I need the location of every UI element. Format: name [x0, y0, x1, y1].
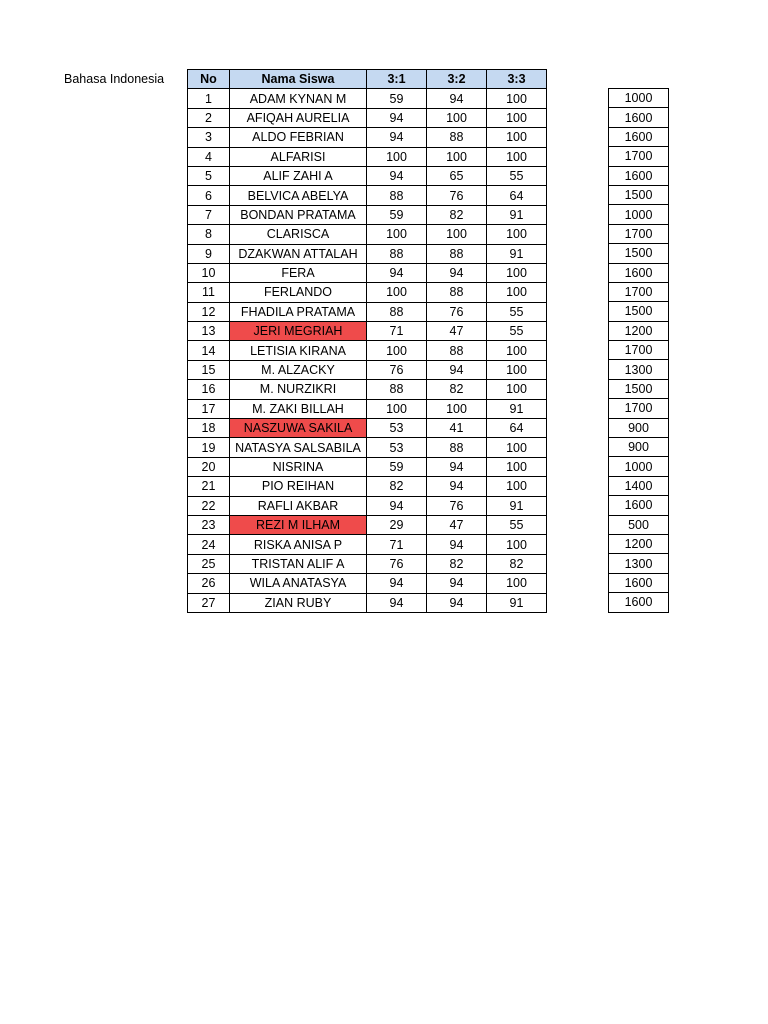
cell-score-1[interactable]: 100: [367, 283, 427, 302]
table-row: [188, 89, 547, 108]
cell-no[interactable]: 10: [188, 263, 230, 282]
cell-score-3[interactable]: 100: [487, 438, 547, 457]
total-row: [609, 321, 669, 340]
cell-score-2[interactable]: 94: [427, 574, 487, 593]
cell-score-2[interactable]: 82: [427, 205, 487, 224]
table-row: [188, 574, 547, 593]
cell-score-3[interactable]: 100: [487, 128, 547, 147]
cell-name[interactable]: WILA ANATASYA: [230, 574, 367, 593]
cell-score-3[interactable]: 100: [487, 574, 547, 593]
cell-score-1[interactable]: 71: [367, 535, 427, 554]
cell-total[interactable]: 1600: [609, 496, 669, 515]
cell-total[interactable]: 1600: [609, 573, 669, 592]
cell-score-3[interactable]: 100: [487, 108, 547, 127]
total-row: [609, 302, 669, 321]
cell-score-3[interactable]: 100: [487, 535, 547, 554]
cell-name[interactable]: TRISTAN ALIF A: [230, 554, 367, 573]
cell-no[interactable]: 21: [188, 477, 230, 496]
cell-score-1[interactable]: 88: [367, 244, 427, 263]
cell-name[interactable]: FHADILA PRATAMA: [230, 302, 367, 321]
total-row: [609, 224, 669, 243]
cell-score-1[interactable]: 94: [367, 128, 427, 147]
cell-score-2[interactable]: 94: [427, 89, 487, 108]
cell-score-2[interactable]: 88: [427, 438, 487, 457]
cell-no[interactable]: 11: [188, 283, 230, 302]
cell-score-1[interactable]: 29: [367, 515, 427, 534]
cell-score-1[interactable]: 94: [367, 593, 427, 612]
cell-total[interactable]: 1300: [609, 554, 669, 573]
cell-score-3[interactable]: 100: [487, 360, 547, 379]
cell-no[interactable]: 9: [188, 244, 230, 263]
cell-no[interactable]: 16: [188, 380, 230, 399]
cell-name[interactable]: M. NURZIKRI: [230, 380, 367, 399]
cell-name[interactable]: NATASYA SALSABILA: [230, 438, 367, 457]
cell-score-2[interactable]: 88: [427, 128, 487, 147]
table-row: [188, 322, 547, 341]
cell-score-3[interactable]: 55: [487, 322, 547, 341]
total-row: [609, 244, 669, 263]
total-row: [609, 341, 669, 360]
cell-name[interactable]: M. ALZACKY: [230, 360, 367, 379]
cell-score-1[interactable]: 82: [367, 477, 427, 496]
cell-name[interactable]: DZAKWAN ATTALAH: [230, 244, 367, 263]
cell-no[interactable]: 18: [188, 419, 230, 438]
cell-name[interactable]: RAFLI AKBAR: [230, 496, 367, 515]
total-table: [608, 88, 669, 613]
cell-score-1[interactable]: 53: [367, 438, 427, 457]
cell-score-2[interactable]: 100: [427, 399, 487, 418]
cell-name[interactable]: M. ZAKI BILLAH: [230, 399, 367, 418]
table-row: [188, 399, 547, 418]
cell-total[interactable]: 1400: [609, 476, 669, 495]
cell-score-1[interactable]: 100: [367, 341, 427, 360]
total-row: [609, 515, 669, 534]
cell-no[interactable]: 7: [188, 205, 230, 224]
header-score-1[interactable]: 3:1: [367, 70, 427, 89]
cell-score-2[interactable]: 94: [427, 263, 487, 282]
cell-score-2[interactable]: 88: [427, 341, 487, 360]
cell-score-3[interactable]: 64: [487, 419, 547, 438]
cell-score-1[interactable]: 94: [367, 108, 427, 127]
table-row: [188, 496, 547, 515]
cell-no[interactable]: 23: [188, 515, 230, 534]
cell-name[interactable]: NISRINA: [230, 457, 367, 476]
cell-no[interactable]: 1: [188, 89, 230, 108]
total-row: [609, 379, 669, 398]
subject-label: Bahasa Indonesia: [64, 72, 165, 86]
cell-total[interactable]: 500: [609, 515, 669, 534]
cell-total[interactable]: 900: [609, 418, 669, 437]
cell-no[interactable]: 19: [188, 438, 230, 457]
cell-no[interactable]: 14: [188, 341, 230, 360]
cell-score-2[interactable]: 94: [427, 457, 487, 476]
cell-name[interactable]: BELVICA ABELYA: [230, 186, 367, 205]
cell-score-3[interactable]: 100: [487, 263, 547, 282]
total-row: [609, 554, 669, 573]
cell-score-1[interactable]: 76: [367, 554, 427, 573]
cell-score-1[interactable]: 100: [367, 147, 427, 166]
cell-total[interactable]: 1000: [609, 205, 669, 224]
header-score-2[interactable]: 3:2: [427, 70, 487, 89]
cell-total[interactable]: 1700: [609, 399, 669, 418]
table-row: [188, 244, 547, 263]
cell-score-1[interactable]: 71: [367, 322, 427, 341]
cell-no[interactable]: 25: [188, 554, 230, 573]
total-row: [609, 418, 669, 437]
total-row: [609, 185, 669, 204]
cell-score-1[interactable]: 94: [367, 263, 427, 282]
cell-total[interactable]: 1000: [609, 457, 669, 476]
table-row: [188, 360, 547, 379]
cell-no[interactable]: 2: [188, 108, 230, 127]
header-no[interactable]: No: [188, 70, 230, 89]
total-row: [609, 438, 669, 457]
cell-name[interactable]: ALIF ZAHI A: [230, 166, 367, 185]
cell-score-2[interactable]: 82: [427, 380, 487, 399]
table-row: [188, 438, 547, 457]
cell-score-3[interactable]: 91: [487, 496, 547, 515]
cell-score-2[interactable]: 76: [427, 496, 487, 515]
cell-total[interactable]: 1700: [609, 341, 669, 360]
header-row: [188, 70, 547, 89]
table-row: [188, 225, 547, 244]
cell-name[interactable]: REZI M ILHAM: [230, 515, 367, 534]
total-row: [609, 534, 669, 553]
cell-total[interactable]: 1000: [609, 89, 669, 108]
cell-no[interactable]: 12: [188, 302, 230, 321]
cell-total[interactable]: 1200: [609, 534, 669, 553]
cell-name[interactable]: ZIAN RUBY: [230, 593, 367, 612]
cell-score-2[interactable]: 94: [427, 593, 487, 612]
table-row: [188, 128, 547, 147]
cell-name[interactable]: FERA: [230, 263, 367, 282]
cell-no[interactable]: 6: [188, 186, 230, 205]
cell-total[interactable]: 1500: [609, 379, 669, 398]
cell-no[interactable]: 17: [188, 399, 230, 418]
table-row: [188, 108, 547, 127]
cell-score-2[interactable]: 76: [427, 302, 487, 321]
cell-score-3[interactable]: 91: [487, 205, 547, 224]
cell-score-2[interactable]: 82: [427, 554, 487, 573]
cell-score-1[interactable]: 94: [367, 166, 427, 185]
cell-total[interactable]: 1600: [609, 263, 669, 282]
total-row: [609, 127, 669, 146]
cell-score-1[interactable]: 53: [367, 419, 427, 438]
cell-no[interactable]: 5: [188, 166, 230, 185]
total-row: [609, 476, 669, 495]
cell-score-3[interactable]: 100: [487, 147, 547, 166]
cell-score-2[interactable]: 65: [427, 166, 487, 185]
table-row: [188, 593, 547, 612]
cell-no[interactable]: 4: [188, 147, 230, 166]
cell-name[interactable]: AFIQAH AURELIA: [230, 108, 367, 127]
cell-total[interactable]: 900: [609, 438, 669, 457]
total-row: [609, 399, 669, 418]
cell-score-1[interactable]: 76: [367, 360, 427, 379]
cell-score-2[interactable]: 100: [427, 147, 487, 166]
cell-score-1[interactable]: 94: [367, 574, 427, 593]
total-row: [609, 205, 669, 224]
table-row: [188, 283, 547, 302]
cell-score-3[interactable]: 100: [487, 380, 547, 399]
table-row: [188, 457, 547, 476]
total-row: [609, 593, 669, 612]
cell-total[interactable]: 1700: [609, 147, 669, 166]
total-row: [609, 166, 669, 185]
cell-score-1[interactable]: 94: [367, 496, 427, 515]
table-row: [188, 554, 547, 573]
cell-score-1[interactable]: 59: [367, 205, 427, 224]
cell-no[interactable]: 24: [188, 535, 230, 554]
cell-name[interactable]: RISKA ANISA P: [230, 535, 367, 554]
table-row: [188, 263, 547, 282]
cell-no[interactable]: 3: [188, 128, 230, 147]
cell-total[interactable]: 1500: [609, 244, 669, 263]
cell-score-3[interactable]: 91: [487, 399, 547, 418]
table-row: [188, 147, 547, 166]
cell-no[interactable]: 26: [188, 574, 230, 593]
cell-total[interactable]: 1600: [609, 166, 669, 185]
cell-score-1[interactable]: 88: [367, 380, 427, 399]
cell-name[interactable]: ADAM KYNAN M: [230, 89, 367, 108]
cell-score-1[interactable]: 88: [367, 186, 427, 205]
table-row: [188, 515, 547, 534]
cell-no[interactable]: 15: [188, 360, 230, 379]
cell-score-3[interactable]: 91: [487, 593, 547, 612]
table-row: [188, 341, 547, 360]
cell-name[interactable]: ALDO FEBRIAN: [230, 128, 367, 147]
cell-score-2[interactable]: 100: [427, 225, 487, 244]
cell-no[interactable]: 20: [188, 457, 230, 476]
cell-score-2[interactable]: 94: [427, 477, 487, 496]
total-row: [609, 457, 669, 476]
cell-total[interactable]: 1500: [609, 302, 669, 321]
cell-no[interactable]: 22: [188, 496, 230, 515]
cell-score-3[interactable]: 55: [487, 515, 547, 534]
cell-score-2[interactable]: 88: [427, 244, 487, 263]
cell-score-3[interactable]: 100: [487, 457, 547, 476]
cell-score-2[interactable]: 47: [427, 322, 487, 341]
cell-name[interactable]: FERLANDO: [230, 283, 367, 302]
table-row: [188, 535, 547, 554]
cell-score-1[interactable]: 100: [367, 399, 427, 418]
cell-score-3[interactable]: 100: [487, 477, 547, 496]
table-row: [188, 477, 547, 496]
table-row: [188, 205, 547, 224]
total-row: [609, 496, 669, 515]
cell-score-3[interactable]: 100: [487, 225, 547, 244]
cell-score-2[interactable]: 41: [427, 419, 487, 438]
cell-score-3[interactable]: 64: [487, 186, 547, 205]
cell-score-1[interactable]: 59: [367, 89, 427, 108]
total-row: [609, 360, 669, 379]
cell-total[interactable]: 1700: [609, 224, 669, 243]
cell-total[interactable]: 1300: [609, 360, 669, 379]
table-row: [188, 186, 547, 205]
cell-total[interactable]: 1600: [609, 108, 669, 127]
total-row: [609, 573, 669, 592]
cell-name[interactable]: PIO REIHAN: [230, 477, 367, 496]
cell-score-1[interactable]: 88: [367, 302, 427, 321]
total-row: [609, 89, 669, 108]
total-row: [609, 147, 669, 166]
table-row: [188, 419, 547, 438]
cell-total[interactable]: 1700: [609, 282, 669, 301]
cell-score-2[interactable]: 76: [427, 186, 487, 205]
total-row: [609, 108, 669, 127]
cell-name[interactable]: NASZUWA SAKILA: [230, 419, 367, 438]
cell-score-3[interactable]: 91: [487, 244, 547, 263]
cell-score-2[interactable]: 47: [427, 515, 487, 534]
cell-score-1[interactable]: 59: [367, 457, 427, 476]
cell-total[interactable]: 1500: [609, 185, 669, 204]
cell-name[interactable]: ALFARISI: [230, 147, 367, 166]
cell-score-3[interactable]: 82: [487, 554, 547, 573]
table-row: [188, 166, 547, 185]
cell-score-2[interactable]: 94: [427, 535, 487, 554]
header-name[interactable]: Nama Siswa: [230, 70, 367, 89]
cell-score-3[interactable]: 100: [487, 283, 547, 302]
cell-no[interactable]: 13: [188, 322, 230, 341]
cell-name[interactable]: LETISIA KIRANA: [230, 341, 367, 360]
cell-no[interactable]: 27: [188, 593, 230, 612]
cell-name[interactable]: JERI MEGRIAH: [230, 322, 367, 341]
header-score-3[interactable]: 3:3: [487, 70, 547, 89]
cell-total[interactable]: 1600: [609, 127, 669, 146]
cell-score-3[interactable]: 55: [487, 302, 547, 321]
cell-score-3[interactable]: 55: [487, 166, 547, 185]
total-row: [609, 263, 669, 282]
cell-name[interactable]: BONDAN PRATAMA: [230, 205, 367, 224]
cell-score-2[interactable]: 100: [427, 108, 487, 127]
total-row: [609, 282, 669, 301]
table-row: [188, 380, 547, 399]
cell-score-3[interactable]: 100: [487, 89, 547, 108]
table-row: [188, 302, 547, 321]
cell-no[interactable]: 8: [188, 225, 230, 244]
cell-total[interactable]: 1600: [609, 593, 669, 612]
cell-score-1[interactable]: 100: [367, 225, 427, 244]
cell-score-2[interactable]: 94: [427, 360, 487, 379]
cell-total[interactable]: 1200: [609, 321, 669, 340]
score-table: [187, 69, 547, 613]
cell-name[interactable]: CLARISCA: [230, 225, 367, 244]
cell-score-2[interactable]: 88: [427, 283, 487, 302]
cell-score-3[interactable]: 100: [487, 341, 547, 360]
